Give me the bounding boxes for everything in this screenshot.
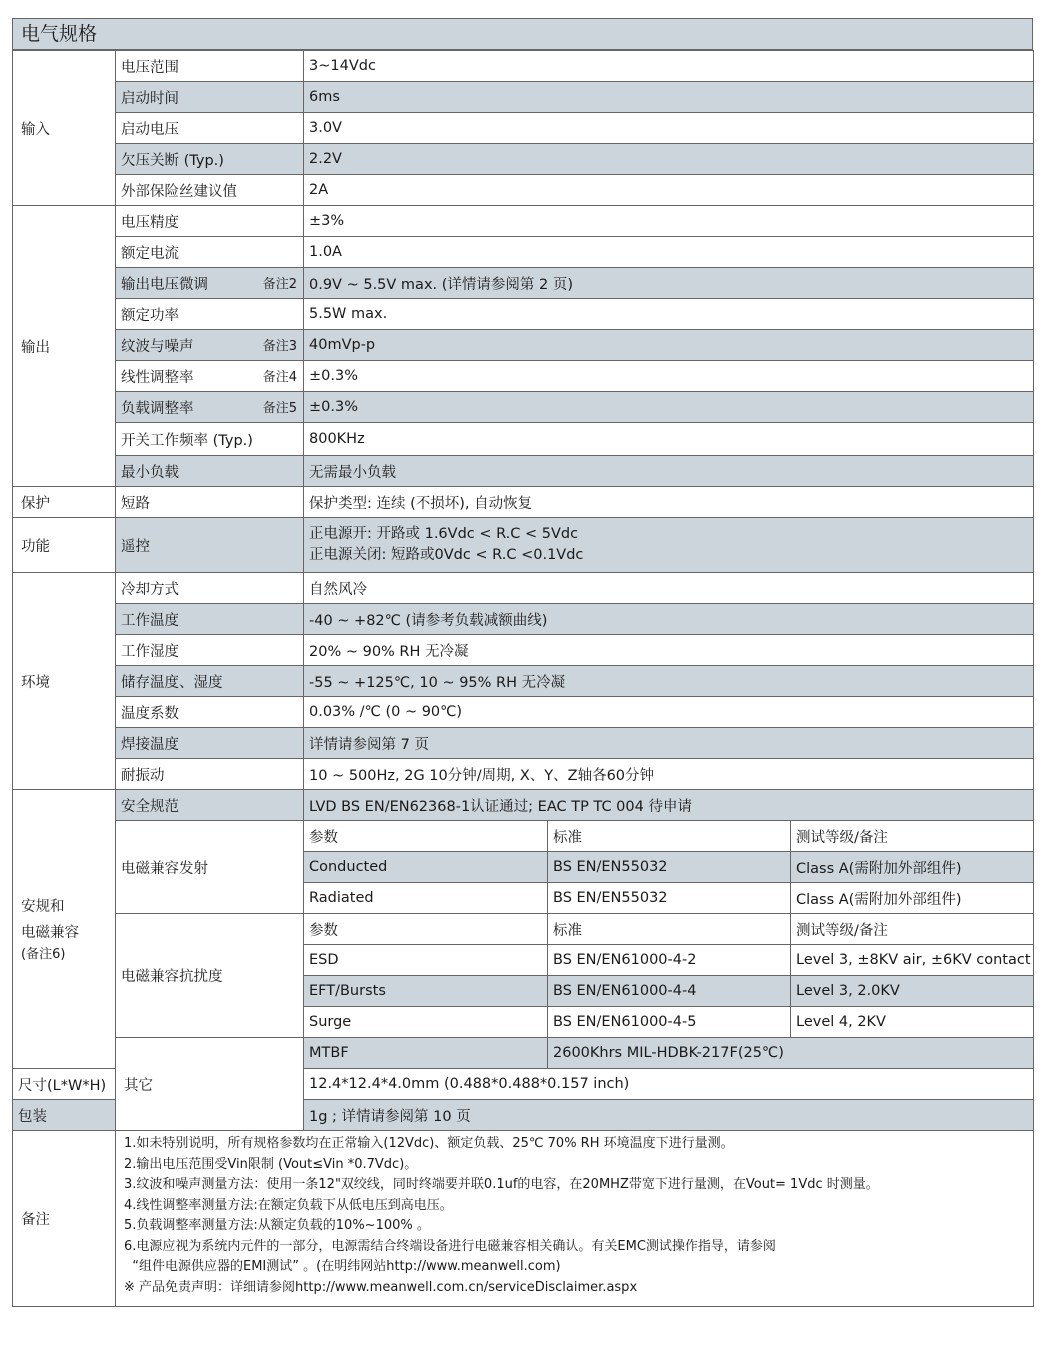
spec-value: 1g ; 详情请参阅第 10 页: [304, 1100, 1034, 1131]
spec-label: 遥控: [116, 518, 304, 573]
remote-off-text: 正电源关闭: 短路或0Vdc < R.C <0.1Vdc: [309, 547, 584, 563]
emc-header-standard: 标准: [548, 821, 791, 852]
category-input: 输入: [13, 51, 116, 206]
spec-value: 800KHz: [304, 423, 1034, 456]
spec-label: 电磁兼容抗扰度: [116, 914, 304, 1038]
spec-label: 冷却方式: [116, 573, 304, 604]
spec-value: 3~14Vdc: [304, 51, 1034, 82]
table-row: [13, 604, 1034, 635]
spec-label: 安全规范: [116, 790, 304, 821]
spec-value: 1.0A: [304, 237, 1034, 268]
spec-label-text: 输出电压微调: [121, 276, 208, 293]
category-environment: 环境: [13, 573, 116, 790]
spec-label: [116, 206, 304, 237]
spec-value: LVD BS EN/EN62368-1认证通过; EAC TP TC 004 待申请: [304, 790, 1034, 821]
spec-label: [116, 268, 304, 299]
table-row: [13, 423, 1034, 456]
spec-label: 耐振动: [116, 759, 304, 790]
emc-cell: EFT/Bursts: [304, 976, 548, 1007]
spec-value: 2.2V: [304, 144, 1034, 175]
spec-label: 工作温度: [116, 604, 304, 635]
spec-value: 自然风冷: [304, 573, 1034, 604]
spec-label: 外部保险丝建议值: [116, 175, 304, 206]
emc-cell: BS EN/EN61000-4-4: [548, 976, 791, 1007]
remark-line: 2.输出电压范围受Vin限制 (Vout≤Vin *0.7Vdc)。: [124, 1156, 418, 1172]
remark-line: 3.纹波和噪声测量方法：使用一条12"双绞线，同时终端要并联0.1uf的电容，在20MHZ带宽下进行量测，在Vout= 1Vdc 时测量。: [124, 1177, 879, 1192]
spec-value: 0.9V ~ 5.5V max. (详情请参阅第 2 页): [304, 268, 1034, 299]
emc-header-level: 测试等级/备注: [791, 821, 1034, 852]
spec-label: 焊接温度: [116, 728, 304, 759]
spec-label: 启动电压: [116, 113, 304, 144]
footnote-ref: 备注4: [262, 369, 297, 385]
remark-line: 1.如未特别说明，所有规格参数均在正常输入(12Vdc)、额定负载、25℃ 70% RH 环境温度下进行量测。: [124, 1136, 734, 1151]
spec-value: 保护类型: 连续 (不损坏), 自动恢复: [304, 487, 1034, 518]
emc-header-standard: 标准: [548, 914, 791, 945]
spec-label: 电压范围: [116, 51, 304, 82]
table-row: [13, 361, 1034, 392]
spec-label: 工作湿度: [116, 635, 304, 666]
remarks-list: [116, 1131, 1034, 1307]
category-remarks: 备注: [13, 1131, 116, 1307]
emc-cell: Level 4, 2KV: [791, 1007, 1034, 1038]
remark-line: 4.线性调整率测量方法:在额定负载下从低电压到高电压。: [124, 1197, 453, 1213]
category-note: (备注6): [21, 947, 66, 962]
category-line: 安规和: [21, 899, 65, 915]
footnote-ref: 备注5: [262, 400, 297, 416]
spec-value: 6ms: [304, 82, 1034, 113]
emc-cell: BS EN/EN55032: [548, 883, 791, 914]
category-protection: 保护: [13, 487, 116, 518]
spec-label-text: 负载调整率: [121, 400, 194, 417]
emc-header-param: 参数: [304, 821, 548, 852]
remark-line: “组件电源供应器的EMI测试” 。(在明纬网站http://www.meanwell.com): [124, 1259, 561, 1274]
table-row: [13, 518, 1034, 573]
remark-line: 5.负载调整率测量方法:从额定负载的10%~100% 。: [124, 1218, 430, 1233]
emc-header-param: 参数: [304, 914, 548, 945]
spec-label-text: 开关工作频率 (Typ.): [121, 432, 253, 449]
footnote-ref: 备注3: [262, 338, 297, 354]
emc-cell: BS EN/EN61000-4-2: [548, 945, 791, 976]
emc-cell: Class A(需附加外部组件): [791, 852, 1034, 883]
table-row: [13, 635, 1034, 666]
table-row: [13, 237, 1034, 268]
spec-label: 电磁兼容发射: [116, 821, 304, 914]
category-function: 功能: [13, 518, 116, 573]
spec-label-text: 纹波与噪声: [121, 338, 194, 355]
spec-value: 2600Khrs MIL-HDBK-217F(25℃): [548, 1038, 1034, 1069]
table-row: [13, 456, 1034, 487]
spec-label: 包装: [13, 1100, 116, 1131]
spec-label: [116, 237, 304, 268]
emc-cell: Class A(需附加外部组件): [791, 883, 1034, 914]
category-output: 输出: [13, 206, 116, 487]
table-row: [13, 697, 1034, 728]
emc-cell: BS EN/EN55032: [548, 852, 791, 883]
spec-label: 启动时间: [116, 82, 304, 113]
spec-value: -40 ~ +82℃ (请参考负载减额曲线): [304, 604, 1034, 635]
emc-cell: Conducted: [304, 852, 548, 883]
spec-value: 0.03% /℃ (0 ~ 90℃): [304, 697, 1034, 728]
table-row: [13, 113, 1034, 144]
spec-label-text: 额定功率: [121, 307, 179, 324]
spec-table: [12, 50, 1034, 1307]
table-row: [13, 175, 1034, 206]
spec-value: 无需最小负载: [304, 456, 1034, 487]
spec-value: 40mVp-p: [304, 330, 1034, 361]
table-row: [13, 268, 1034, 299]
spec-label: 储存温度、湿度: [116, 666, 304, 697]
spec-value: 20% ~ 90% RH 无冷凝: [304, 635, 1034, 666]
table-row: [13, 666, 1034, 697]
spec-label: [116, 299, 304, 330]
category-line: 电磁兼容: [21, 925, 79, 941]
spec-value: 详情请参阅第 7 页: [304, 728, 1034, 759]
spec-label: 温度系数: [116, 697, 304, 728]
spec-value: 5.5W max.: [304, 299, 1034, 330]
footnote-ref: 备注2: [262, 276, 297, 292]
category-others: 其它: [116, 1038, 304, 1131]
spec-label-text: 电压精度: [121, 214, 179, 231]
table-row: [13, 728, 1034, 759]
emc-cell: Radiated: [304, 883, 548, 914]
spec-value: -55 ~ +125℃, 10 ~ 95% RH 无冷凝: [304, 666, 1034, 697]
table-row: [13, 759, 1034, 790]
spec-label: [116, 392, 304, 423]
emc-cell: ESD: [304, 945, 548, 976]
table-row: [13, 82, 1034, 113]
table-row: [13, 821, 1034, 852]
spec-label: 短路: [116, 487, 304, 518]
spec-label: [116, 330, 304, 361]
table-row: [13, 144, 1034, 175]
spec-label-text: 最小负载: [121, 464, 179, 481]
table-row: [13, 392, 1034, 423]
spec-value: 12.4*12.4*4.0mm (0.488*0.488*0.157 inch): [304, 1069, 1034, 1100]
spec-label: 尺寸(L*W*H): [13, 1069, 116, 1100]
spec-value: ±3%: [304, 206, 1034, 237]
spec-label-text: 额定电流: [121, 245, 179, 262]
spec-label: MTBF: [304, 1038, 548, 1069]
emc-cell: Level 3, ±8KV air, ±6KV contact: [791, 945, 1034, 976]
table-row: [13, 573, 1034, 604]
table-row: [13, 330, 1034, 361]
spec-value: 3.0V: [304, 113, 1034, 144]
emc-cell: Level 3, 2.0KV: [791, 976, 1034, 1007]
spec-value: 10 ~ 500Hz, 2G 10分钟/周期, X、Y、Z轴各60分钟: [304, 759, 1034, 790]
electrical-spec-sheet: [12, 18, 1033, 1307]
spec-value: ±0.3%: [304, 361, 1034, 392]
spec-label-text: 线性调整率: [121, 369, 194, 386]
disclaimer-line: ※ 产品免责声明：详细请参阅http://www.meanwell.com.cn/serviceDisclaimer.aspx: [124, 1279, 638, 1295]
spec-value: ±0.3%: [304, 392, 1034, 423]
table-row: [13, 487, 1034, 518]
spec-value: [304, 518, 1034, 573]
spec-label: [116, 423, 304, 456]
spec-label: [116, 456, 304, 487]
table-row: [13, 51, 1034, 82]
table-row: [13, 1038, 1034, 1069]
table-row: [13, 1131, 1034, 1307]
spec-label: [116, 361, 304, 392]
spec-label: 欠压关断 (Typ.): [116, 144, 304, 175]
emc-cell: Surge: [304, 1007, 548, 1038]
section-title: 电气规格: [12, 18, 1033, 50]
table-row: [13, 206, 1034, 237]
remark-line: 6.电源应视为系统内元件的一部分，电源需结合终端设备进行电磁兼容相关确认。有关EMC测试操作指导，请参阅: [124, 1238, 776, 1254]
table-row: [13, 299, 1034, 330]
table-row: [13, 790, 1034, 821]
emc-cell: BS EN/EN61000-4-5: [548, 1007, 791, 1038]
category-safety-emc: [13, 790, 116, 1069]
table-row: [13, 914, 1034, 945]
remote-on-text: 正电源开: 开路或 1.6Vdc < R.C < 5Vdc: [309, 526, 579, 542]
emc-header-level: 测试等级/备注: [791, 914, 1034, 945]
spec-value: 2A: [304, 175, 1034, 206]
